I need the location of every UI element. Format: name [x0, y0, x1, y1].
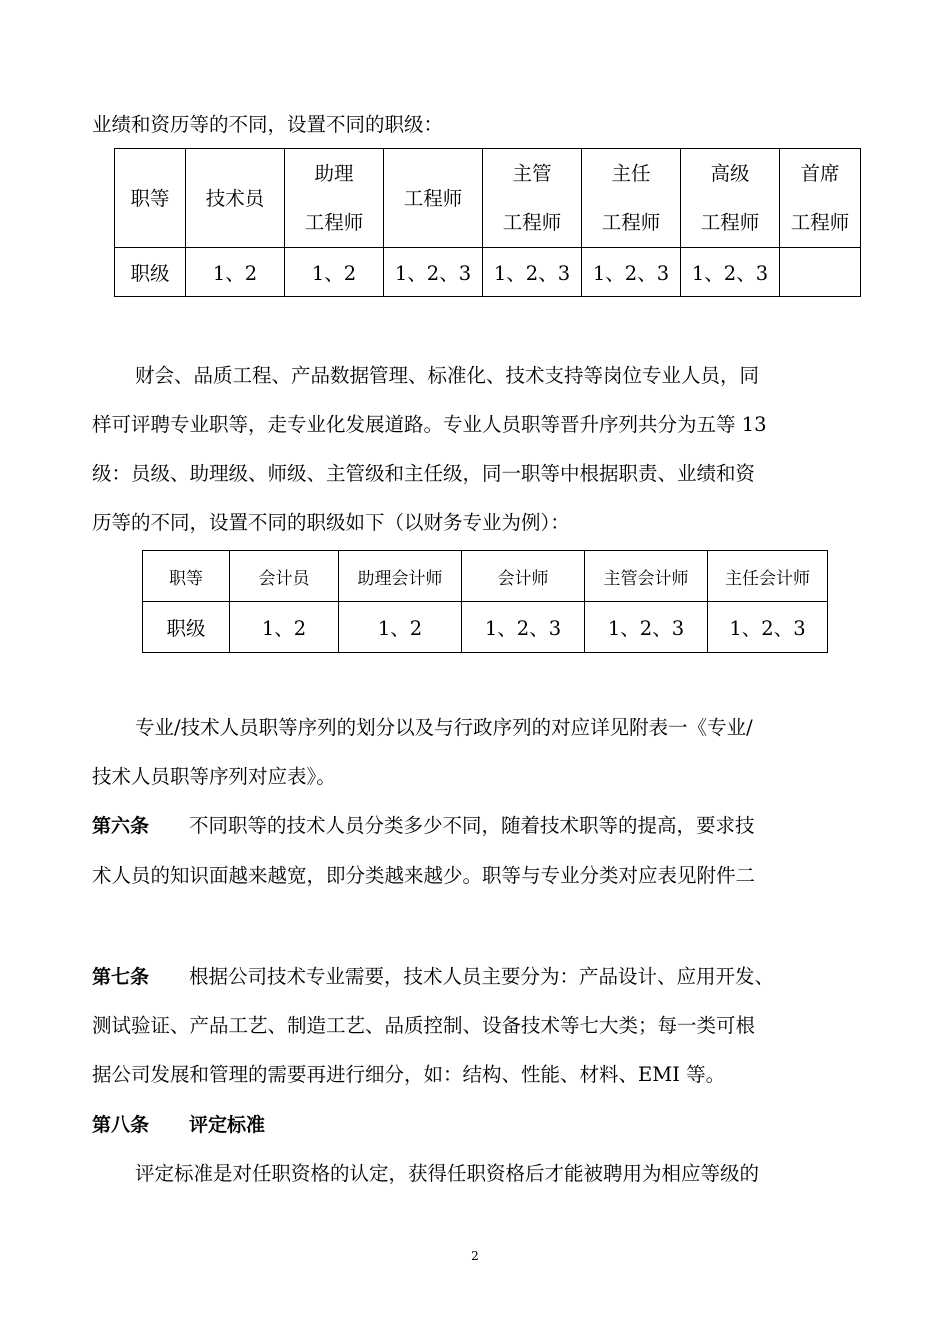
- table-cell: 首席 工程师: [780, 149, 861, 248]
- table-cell: 1、2、3: [582, 248, 681, 297]
- article6-line2: 术人员的知识面越来越宽，即分类越来越少。职等与专业分类对应表见附件二: [92, 864, 756, 887]
- table-cell: 1、2、3: [384, 248, 483, 297]
- row-header-grade: 职等: [115, 149, 186, 248]
- engineer-grade-table: [114, 148, 861, 297]
- accountant-grade-table: [142, 550, 828, 653]
- article8-heading: [92, 1113, 265, 1137]
- article6-line1: [92, 814, 755, 838]
- table-cell: 主管 工程师: [483, 149, 582, 248]
- para1-line1: 财会、品质工程、产品数据管理、标准化、技术支持等岗位专业人员，同: [135, 364, 760, 387]
- article6-label: 第六条: [92, 815, 150, 837]
- table-cell: 主任 工程师: [582, 149, 681, 248]
- article7-label: 第七条: [92, 966, 150, 988]
- table-cell: 主任会计师: [708, 551, 828, 602]
- para2-line2: 技术人员职等序列对应表》。: [92, 765, 336, 788]
- intro-line: 业绩和资历等的不同，设置不同的职级：: [92, 113, 444, 136]
- table-cell: 会计员: [230, 551, 339, 602]
- para1-line3: 级：员级、助理级、师级、主管级和主任级，同一职等中根据职责、业绩和资: [92, 462, 756, 485]
- article7-line2: 测试验证、产品工艺、制造工艺、品质控制、设备技术等七大类；每一类可根: [92, 1014, 756, 1037]
- table-cell: 1、2、3: [585, 602, 708, 653]
- table-cell: 主管会计师: [585, 551, 708, 602]
- table-row: [143, 602, 828, 653]
- table-cell: 1、2: [186, 248, 285, 297]
- table-cell: 助理会计师: [339, 551, 462, 602]
- table-cell: 技术员: [186, 149, 285, 248]
- table-cell: 1、2: [230, 602, 339, 653]
- article7-line3: 据公司发展和管理的需要再进行细分，如：结构、性能、材料、EMI 等。: [92, 1063, 726, 1086]
- article7-text-line1: 根据公司技术专业需要，技术人员主要分为：产品设计、应用开发、: [189, 965, 775, 988]
- page-number: 2: [471, 1249, 479, 1263]
- table-cell: 1、2: [285, 248, 384, 297]
- table-cell: 会计师: [462, 551, 585, 602]
- table-cell: 工程师: [384, 149, 483, 248]
- table-row: [115, 248, 861, 297]
- row-header-grade: 职等: [143, 551, 230, 602]
- article8-label: 第八条: [92, 1114, 150, 1136]
- table-row: [115, 149, 861, 248]
- table-row: [143, 551, 828, 602]
- table-cell: 高级 工程师: [681, 149, 780, 248]
- table-cell: [780, 248, 861, 297]
- para1-line4: 历等的不同，设置不同的职级如下（以财务专业为例）：: [92, 511, 570, 534]
- para1-line2: 样可评聘专业职等，走专业化发展道路。专业人员职等晋升序列共分为五等 13: [92, 413, 767, 436]
- table-cell: 1、2、3: [462, 602, 585, 653]
- article8-title: 评定标准: [189, 1114, 266, 1136]
- row-header-level: 职级: [115, 248, 186, 297]
- table-cell: 1、2: [339, 602, 462, 653]
- article6-text-line1: 不同职等的技术人员分类多少不同，随着技术职等的提高，要求技: [189, 814, 755, 837]
- table-cell: 助理 工程师: [285, 149, 384, 248]
- para2-line1: 专业/技术人员职等序列的划分以及与行政序列的对应详见附表一《专业/: [135, 716, 753, 739]
- table-cell: 1、2、3: [483, 248, 582, 297]
- article7-line1: [92, 965, 774, 989]
- row-header-level: 职级: [143, 602, 230, 653]
- table-cell: 1、2、3: [708, 602, 828, 653]
- table-cell: 1、2、3: [681, 248, 780, 297]
- article8-line1: 评定标准是对任职资格的认定，获得任职资格后才能被聘用为相应等级的: [135, 1162, 760, 1185]
